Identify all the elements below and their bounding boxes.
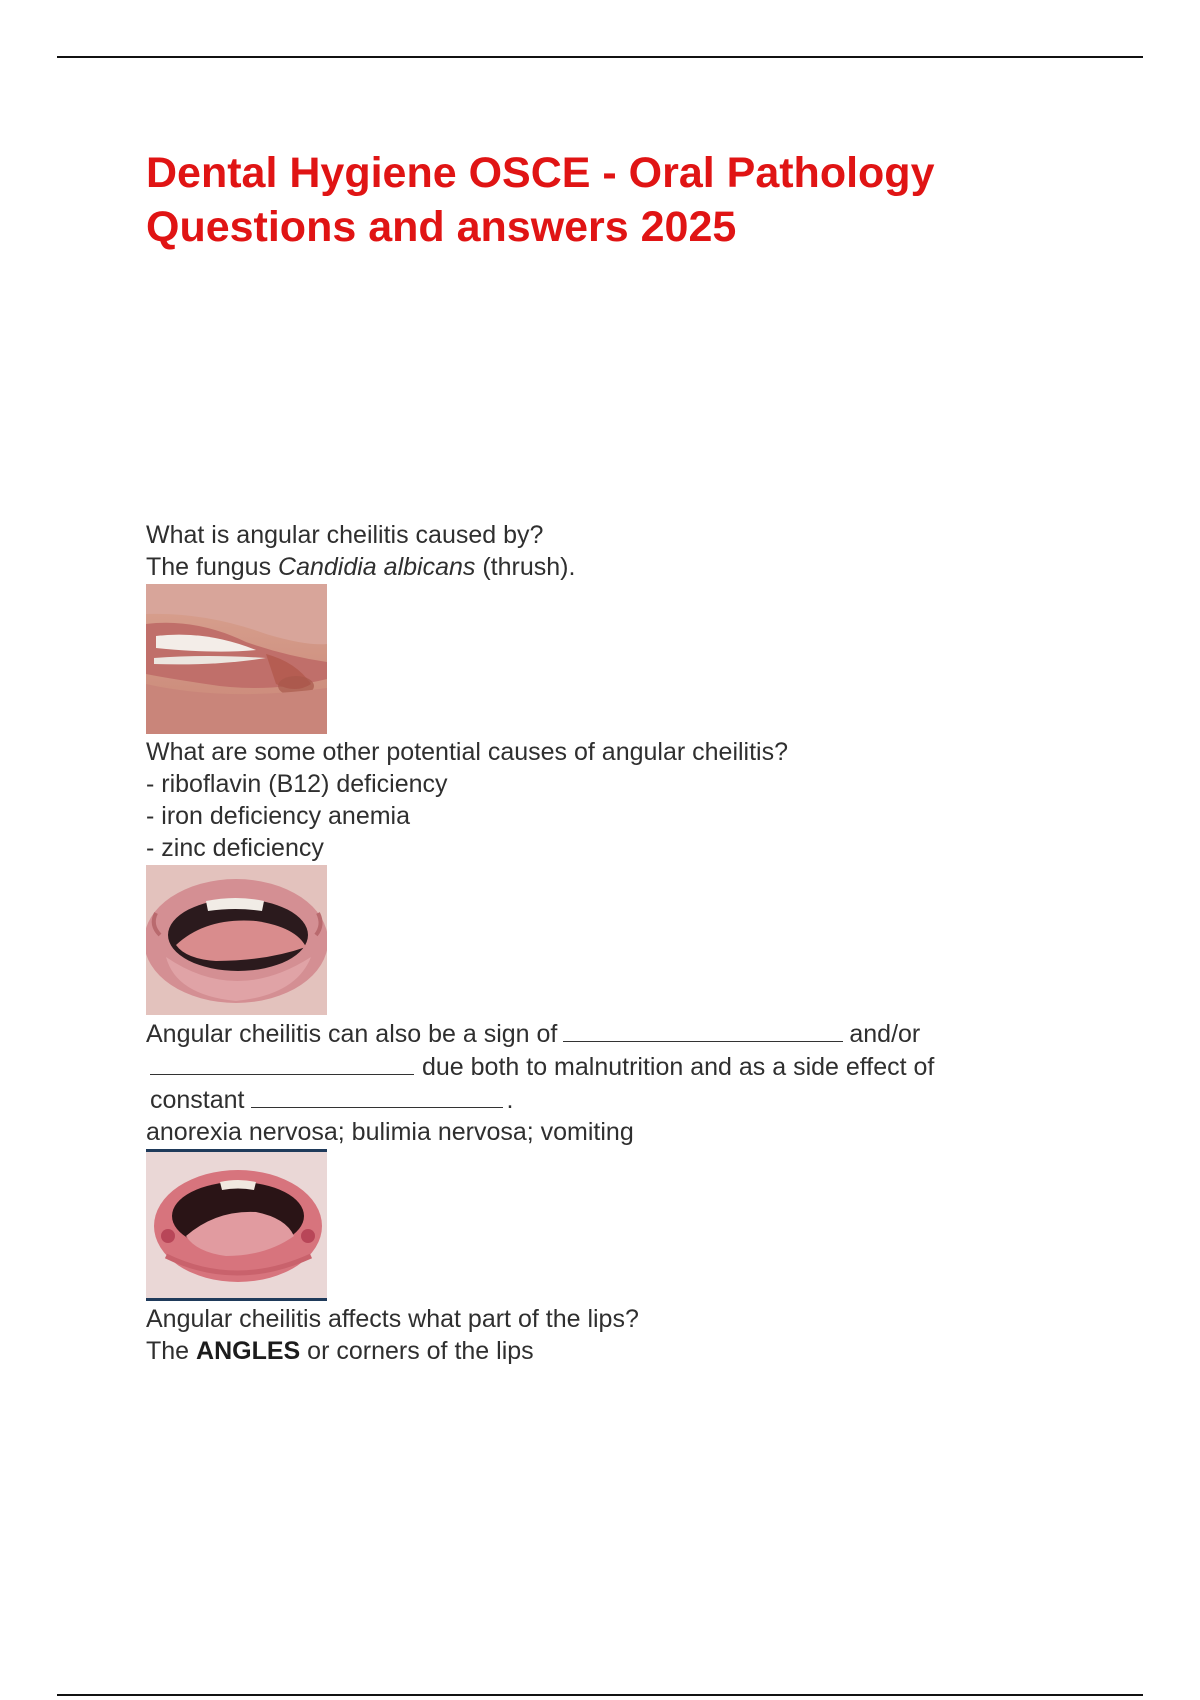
- question-3-line-1: Angular cheilitis can also be a sign of and/or: [146, 1017, 1046, 1050]
- answer-4: The ANGLES or corners of the lips: [146, 1337, 534, 1365]
- angular-cheilitis-photo-3: [146, 1149, 327, 1301]
- fill-blank-1: [563, 1017, 843, 1042]
- top-rule: [57, 56, 1143, 58]
- answer-1: The fungus Candidia albicans (thrush).: [146, 553, 576, 581]
- question-2: What are some other potential causes of angular cheilitis?: [146, 738, 789, 766]
- answer-2-item-3: - zinc deficiency: [146, 834, 324, 862]
- answer-3: anorexia nervosa; bulimia nervosa; vomiting: [146, 1118, 634, 1146]
- title-line-2: Questions and answers 2025: [146, 203, 737, 251]
- title-line-1: Dental Hygiene OSCE - Oral Pathology: [146, 149, 935, 197]
- bottom-rule: [57, 1694, 1143, 1696]
- answer-2-item-1: - riboflavin (B12) deficiency: [146, 770, 448, 798]
- fill-blank-3: [251, 1083, 503, 1108]
- document-title: [146, 146, 1066, 254]
- fill-blank-2: [150, 1050, 414, 1075]
- answer-1-italic: Candidia albicans: [278, 553, 476, 581]
- question-3-line-3: constant .: [146, 1083, 1046, 1116]
- qa-content: [146, 519, 1046, 1367]
- question-3-line-2: due both to malnutrition and as a side effect of: [146, 1050, 1046, 1083]
- angular-cheilitis-photo-2: [146, 865, 327, 1015]
- answer-4-bold: ANGLES: [196, 1337, 301, 1365]
- question-1: What is angular cheilitis caused by?: [146, 521, 544, 549]
- answer-2-item-2: - iron deficiency anemia: [146, 802, 411, 830]
- angular-cheilitis-photo-1: [146, 584, 327, 734]
- question-4: Angular cheilitis affects what part of the lips?: [146, 1305, 639, 1333]
